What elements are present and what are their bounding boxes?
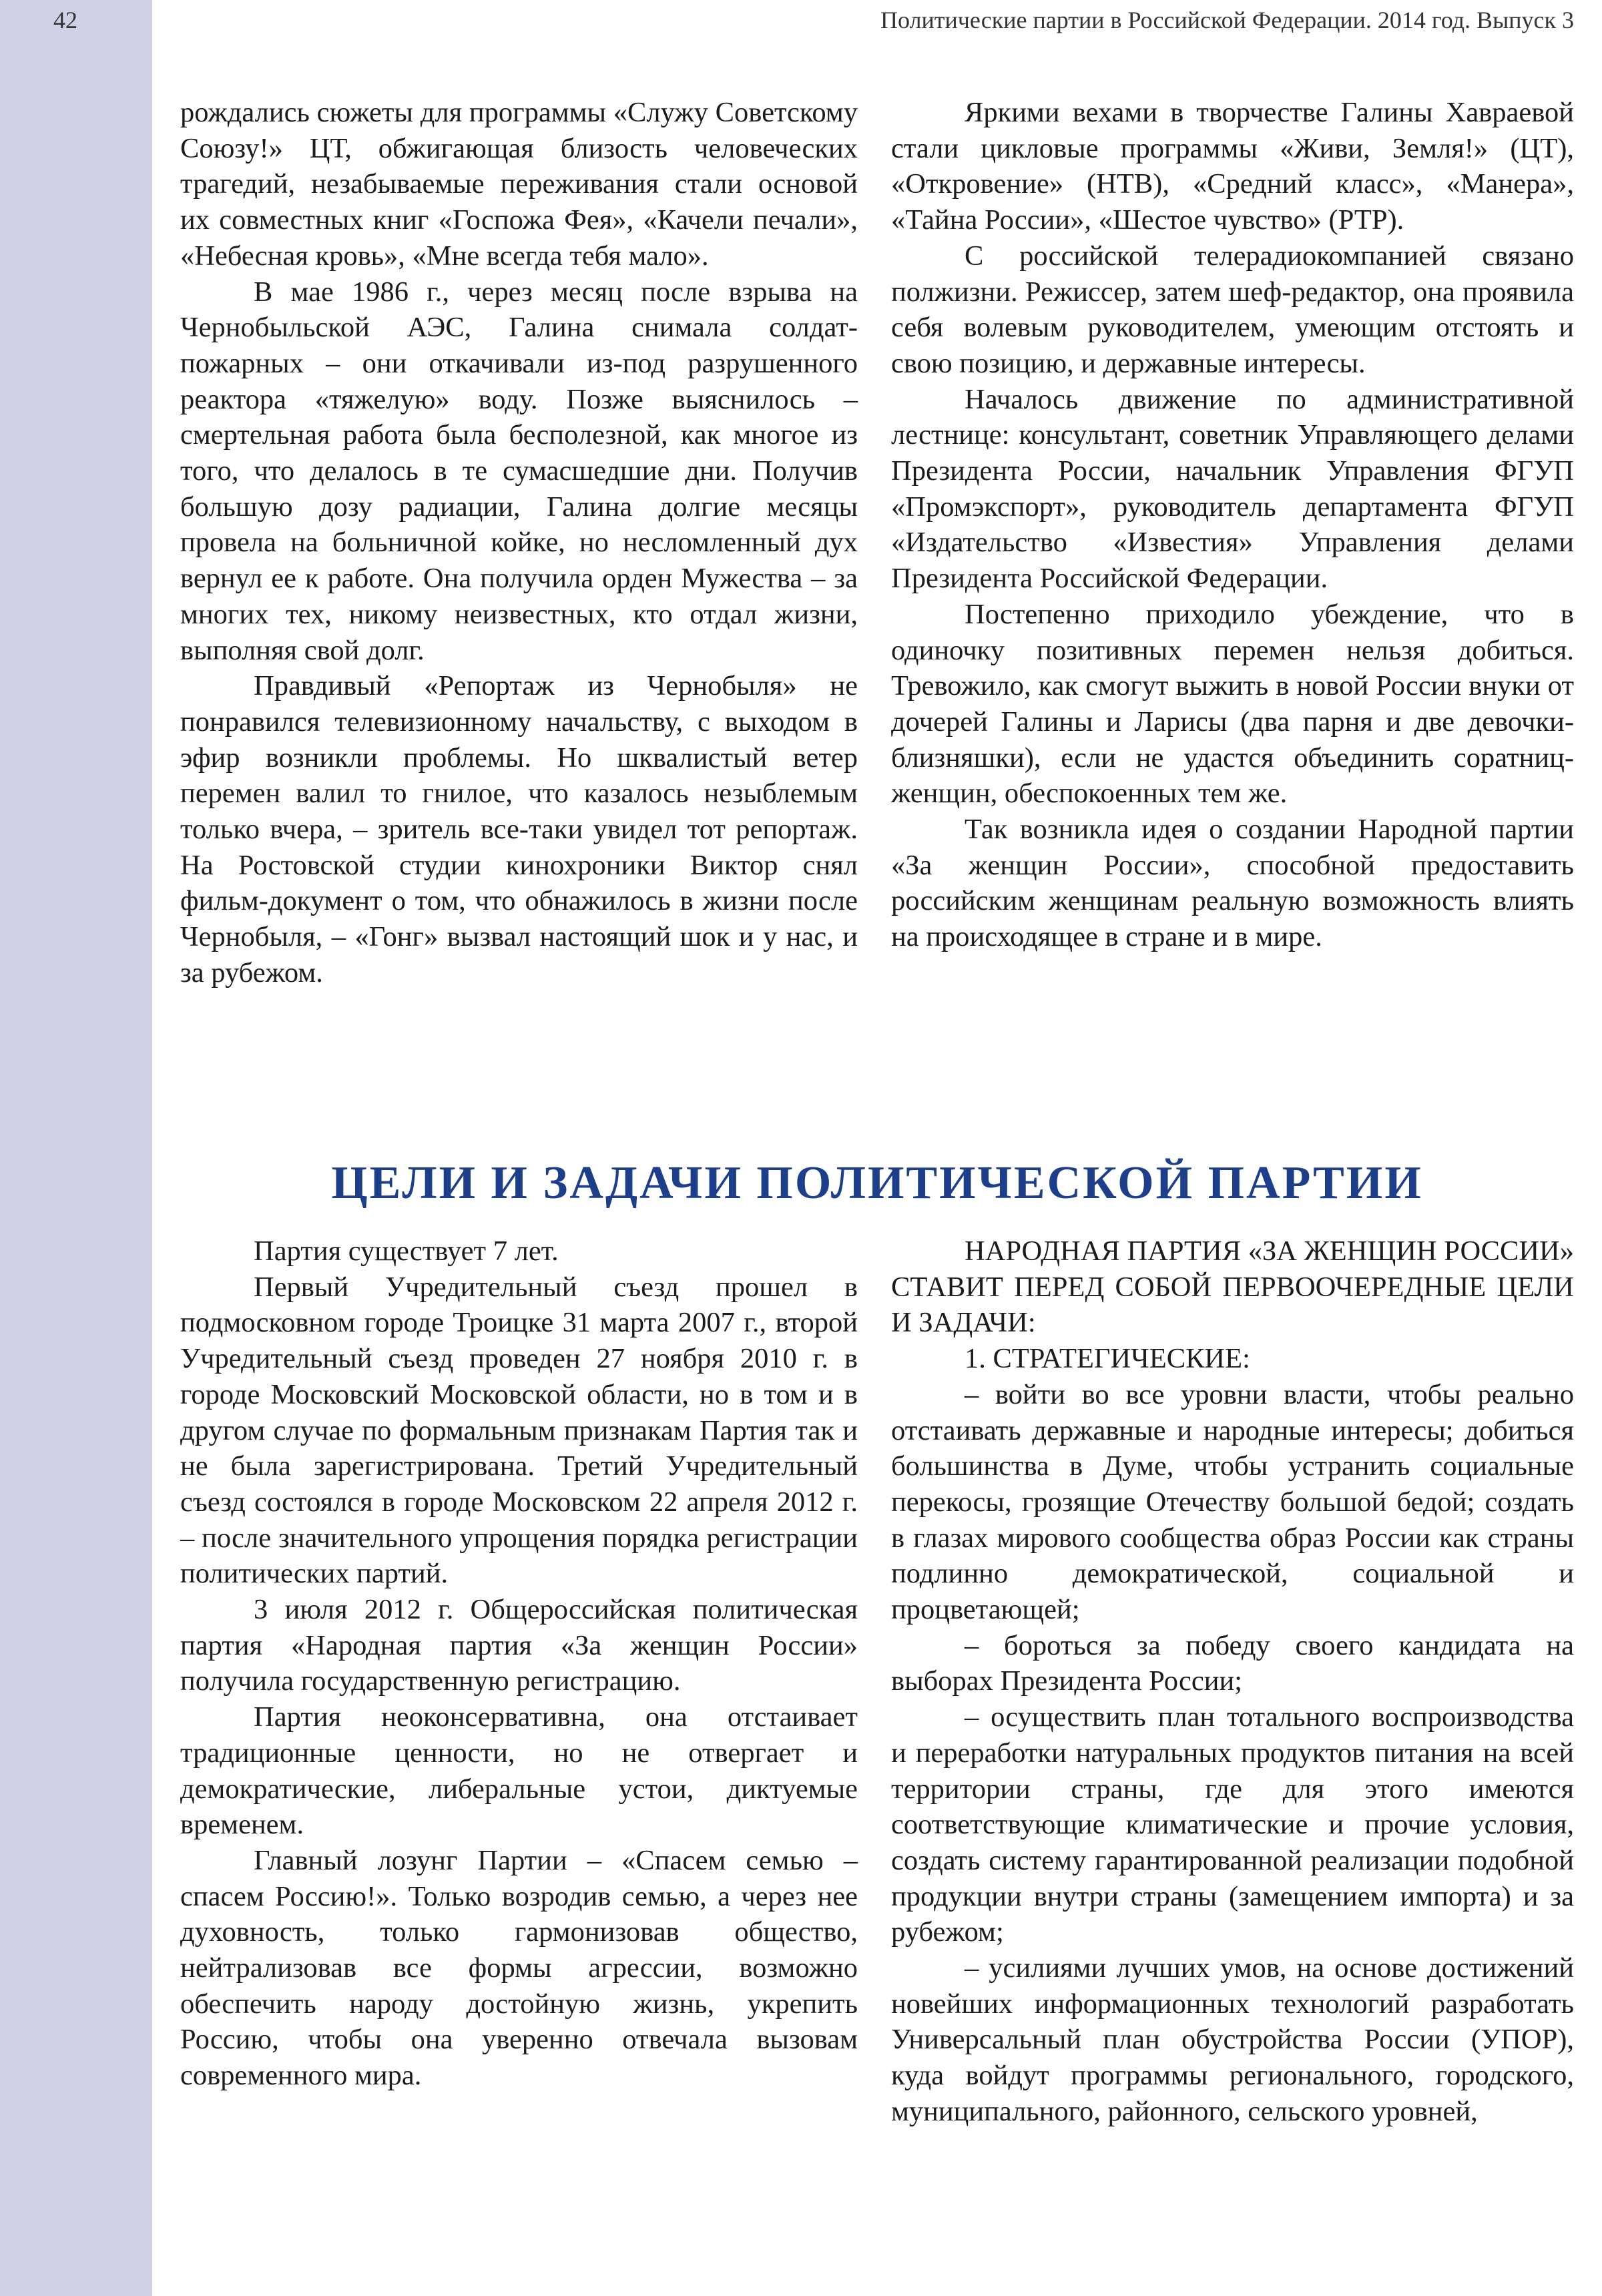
paragraph: Так возникла идея о создании Народной партии «За женщин России», способной предоставить российским женщинам реальную возможность влиять на происходящее в стране и в мире.: [891, 814, 1574, 953]
bottom-left-column: [180, 1233, 858, 2094]
paragraph: Партия неоконсервативна, она отстаивает традиционные ценности, но не отвергает и демократические, либеральные устои, диктуемые временем.: [180, 1701, 858, 1841]
paragraph: Главный лозунг Партии – «Спасем семью – спасем Россию!». Только возродив семью, а через нее духовность, только гармонизовав общество, нейтрализовав все формы агрессии, возможно обеспечить народу достойную жизнь, укрепить Россию, чтобы она уверенно отвечала вызовам современного мира.: [180, 1844, 858, 2092]
goal-item: – осуществить план тотального воспроизводства и переработки натуральных продуктов питания на всей территории страны, где для этого имеются соответствующие климатические и прочие условия, создать систему гарантированной реализации подобной продукции внутри страны (замещением импорта) и за рубежом;: [891, 1701, 1574, 1948]
page-number: 42: [53, 7, 77, 33]
paragraph: Правдивый «Репортаж из Чернобыля» не понравился телевизионному начальству, с выходом в эфир возникли проблемы. Но шквалистый ветер перемен валил то гнилое, что казалось незыблемым только вчера, – зритель все-таки увидел тот репортаж. На Ростовской студии кинохроники Виктор снял фильм-документ о том, что обнажилось в жизни после Чернобыля, – «Гонг» вызвал настоящий шок и у нас, и за рубежом.: [180, 670, 858, 988]
section-heading: ЦЕЛИ И ЗАДАЧИ ПОЛИТИЧЕСКОЙ ПАРТИИ: [331, 1157, 1423, 1209]
paragraph: Началось движение по административной лестнице: консультант, советник Управляющего делами Президента России, начальник Управления ФГУП «Промэкспорт», руководитель департамента ФГУП «Издательство «Известия» Управления делами Президента Российской Федерации.: [891, 383, 1574, 595]
goals-intro: НАРОДНАЯ ПАРТИЯ «ЗА ЖЕНЩИН РОССИИ» СТАВИТ ПЕРЕД СОБОЙ ПЕРВООЧЕРЕДНЫЕ ЦЕЛИ И ЗАДАЧИ:: [891, 1235, 1574, 1339]
goal-item: – усилиями лучших умов, на основе достижений новейших информационных технологий разработать Универсальный план обустройства России (УПОР), куда войдут программы регионального, городского, муниципального, районного, сельского уровней,: [891, 1952, 1574, 2127]
paragraph: 3 июля 2012 г. Общероссийская политическая партия «Народная партия «За женщин России» получила государственную регистрацию.: [180, 1594, 858, 1697]
paragraph: Первый Учредительный съезд прошел в подмосковном городе Троицке 31 марта 2007 г., второй Учредительный съезд проведен 27 ноября 2010 г. в городе Московский Московской области, но в том и в другом случае по формальным признакам Партия так и не была зарегистрирована. Третий Учредительный съезд состоялся в городе Московском 22 апреля 2012 г. – после значительного упрощения порядка регистрации политических партий.: [180, 1271, 858, 1590]
paragraph: С российской телерадиокомпанией связано полжизни. Режиссер, затем шеф-редактор, она проявила себя волевым руководителем, умеющим отстоять и свою позицию, и державные интересы.: [891, 240, 1574, 379]
paragraph: Постепенно приходило убеждение, что в одиночку позитивных перемен нельзя добиться. Тревожило, как смогут выжить в новой России внуки от дочерей Галины и Ларисы (два парня и две девочки-близняшки), если не удастся объединить соратниц-женщин, обеспокоенных тем же.: [891, 598, 1574, 810]
bottom-right-column: [891, 1233, 1574, 2130]
paragraph: Партия существует 7 лет.: [254, 1235, 559, 1267]
goals-subheading: 1. СТРАТЕГИЧЕСКИЕ:: [965, 1343, 1250, 1375]
top-left-column: [180, 95, 858, 991]
goal-item: – войти во все уровни власти, чтобы реально отстаивать державные и народные интересы; добиться большинства в Думе, чтобы устранить социальные перекосы, грозящие Отечеству большой бедой; создать в глазах мирового сообщества образ России как страны подлинно демократической, социальной и процветающей;: [891, 1378, 1574, 1626]
page-side-band: [0, 0, 152, 2296]
goal-item: – бороться за победу своего кандидата на выборах Президента России;: [891, 1629, 1574, 1697]
top-right-column: [891, 95, 1574, 955]
paragraph: В мае 1986 г., через месяц после взрыва на Чернобыльской АЭС, Галина снимала солдат-пожарных – они откачивали из-под разрушенного реактора «тяжелую» воду. Позже выяснилось – смертельная работа была бесполезной, как многое из того, что делалось в те сумасшедшие дни. Получив большую дозу радиации, Галина долгие месяцы провела на больничной койке, но несломленный дух вернул ее к работе. Она получила орден Мужества – за многих тех, никому неизвестных, кто отдал жизни, выполняя свой долг.: [180, 276, 858, 666]
paragraph: рождались сюжеты для программы «Служу Советскому Союзу!» ЦТ, обжигающая близость человеческих трагедий, незабываемые переживания стали основой их совместных книг «Госпожа Фея», «Качели печали», «Небесная кровь», «Мне всегда тебя мало».: [180, 97, 858, 272]
paragraph: Яркими вехами в творчестве Галины Хавраевой стали цикловые программы «Живи, Земля!» (ЦТ), «Откровение» (НТВ), «Средний класс», «Манера», «Тайна России», «Шестое чувство» (РТР).: [891, 97, 1574, 236]
running-title: Политические партии в Российской Федерации. 2014 год. Выпуск 3: [880, 7, 1574, 33]
